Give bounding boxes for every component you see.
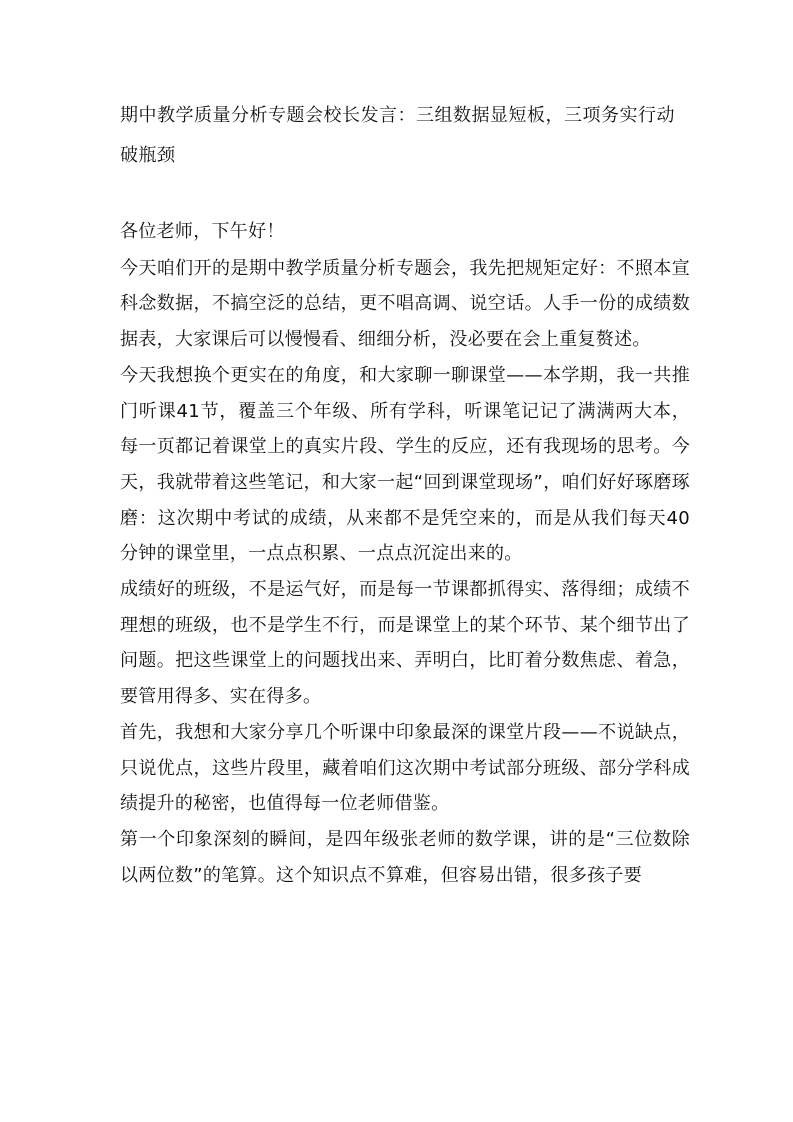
paragraph-first-moment: 第一个印象深刻的瞬间，是四年级张老师的数学课，讲的是“三位数除以两位数”的笔算。这个知识点不算难，但容易出错，很多孩子要 xyxy=(120,828,690,886)
paragraph-intro-rules: 今天咱们开的是期中教学质量分析专题会，我先把规矩定好：不照本宣科念数据，不搞空泛的总结，更不唱高调、说空话。人手一份的成绩数据表，大家课后可以慢慢看、细细分析，没必要在会上重复赘述。 xyxy=(120,257,690,351)
document-title: 期中教学质量分析专题会校长发言：三组数据显短板，三项务实行动破瓶颈 xyxy=(120,105,675,166)
title-spacer xyxy=(120,176,690,214)
paragraph-sharing-highlights: 首先，我想和大家分享几个听课中印象最深的课堂片段——不说缺点，只说优点，这些片段里，藏着咱们这次期中考试部分班级、部分学科成绩提升的秘密，也值得每一位老师借鉴。 xyxy=(120,721,690,815)
document-body xyxy=(120,96,690,893)
paragraph-greeting: 各位老师，下午好！ xyxy=(120,221,285,242)
paragraph-classroom-observation: 今天我想换个更实在的角度，和大家聊一聊课堂——本学期，我一共推门听课41节，覆盖三个年级、所有学科，听课笔记记了满满两大本，每一页都记着课堂上的真实片段、学生的反应，还有我现场的思考。今天，我就带着这些笔记，和大家一起“回到课堂现场”，咱们好好琢磨琢磨：这次期中考试的成绩，从来都不是凭空来的，而是从我们每天40分钟的课堂里，一点点积累、一点点沉淀出来的。 xyxy=(120,364,690,565)
paragraph-class-results: 成绩好的班级，不是运气好，而是每一节课都抓得实、落得细；成绩不理想的班级，也不是学生不行，而是课堂上的某个环节、某个细节出了问题。把这些课堂上的问题找出来、弄明白，比盯着分数焦虑、着急，要管用得多、实在得多。 xyxy=(120,579,690,708)
